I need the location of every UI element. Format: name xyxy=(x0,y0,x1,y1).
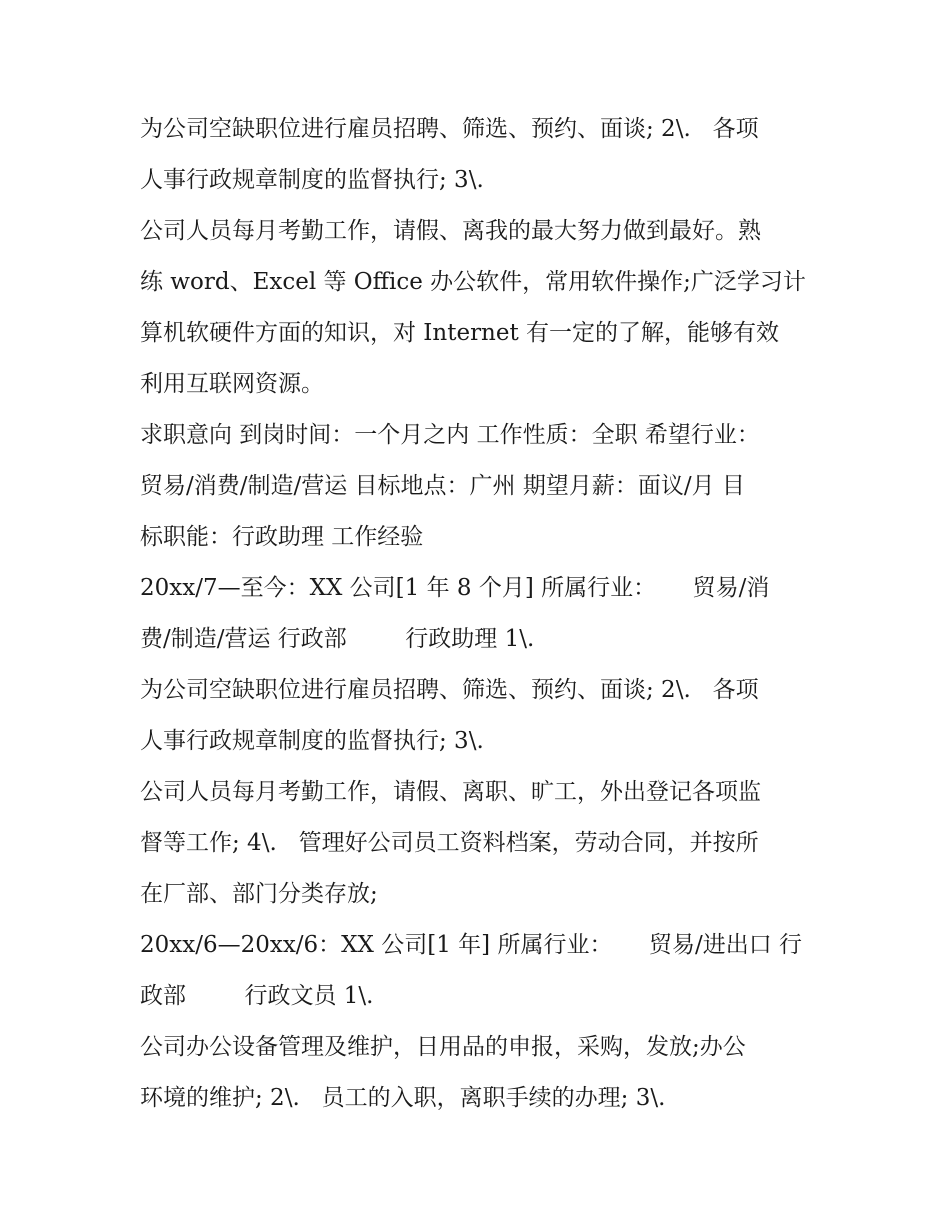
text-line: 20xx/7—至今：XX 公司[1 年 8 个月] 所属行业： 贸易/消 xyxy=(140,575,770,601)
text-line: 政部 行政文员 1\. xyxy=(140,983,374,1009)
text-line: 为公司空缺职位进行雇员招聘、筛选、预约、面谈; 2\. 各项 xyxy=(140,677,759,703)
text-line: 算机软硬件方面的知识，对 Internet 有一定的了解，能够有效 xyxy=(140,320,780,346)
text-line: 贸易/消费/制造/营运 目标地点：广州 期望月薪：面议/月 目 xyxy=(140,473,745,499)
text-line: 利用互联网资源。 xyxy=(140,371,324,397)
text-line: 练 word、Excel 等 Office 办公软件，常用软件操作;广泛学习计 xyxy=(140,269,806,295)
text-line: 费/制造/营运 行政部 行政助理 1\. xyxy=(140,626,535,652)
document-body xyxy=(140,104,820,1124)
text-line: 人事行政规章制度的监督执行; 3\. xyxy=(140,167,484,193)
text-line: 督等工作; 4\. 管理好公司员工资料档案，劳动合同，并按所 xyxy=(140,830,759,856)
text-line: 在厂部、部门分类存放; xyxy=(140,881,378,907)
text-line: 人事行政规章制度的监督执行; 3\. xyxy=(140,728,484,754)
text-line: 标职能：行政助理 工作经验 xyxy=(140,524,424,550)
text-line: 公司人员每月考勤工作，请假、离职、旷工，外出登记各项监 xyxy=(140,779,761,805)
text-line: 公司办公设备管理及维护，日用品的申报，采购，发放;办公 xyxy=(140,1034,746,1060)
text-line: 20xx/6—20xx/6：XX 公司[1 年] 所属行业： 贸易/进出口 行 xyxy=(140,932,803,958)
text-line: 为公司空缺职位进行雇员招聘、筛选、预约、面谈; 2\. 各项 xyxy=(140,116,759,142)
text-line: 环境的维护; 2\. 员工的入职，离职手续的办理; 3\. xyxy=(140,1085,666,1111)
text-line: 公司人员每月考勤工作，请假、离我的最大努力做到最好。熟 xyxy=(140,218,761,244)
text-line: 求职意向 到岗时间：一个月之内 工作性质：全职 希望行业： xyxy=(140,422,760,448)
